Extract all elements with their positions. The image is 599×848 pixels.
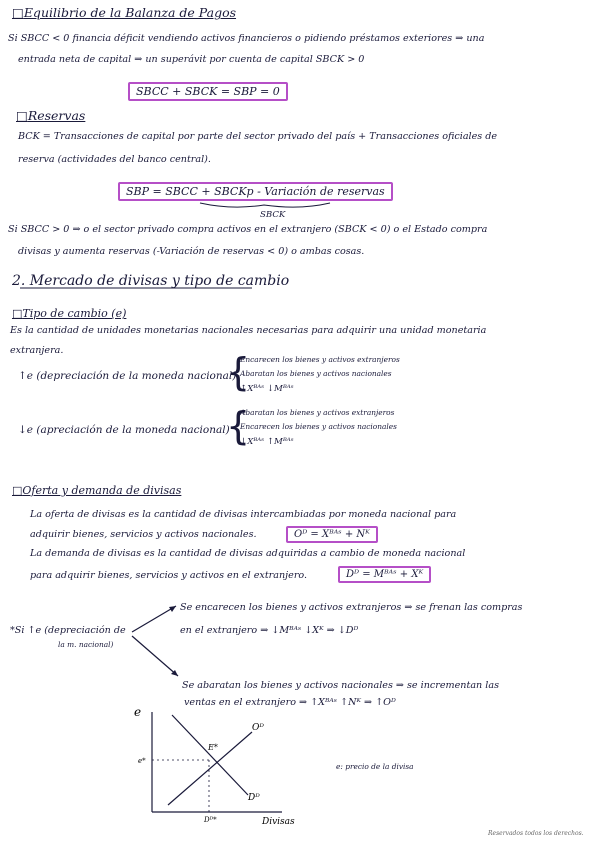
formula-box: Oᴰ = Xᴮᴬˢ + Nᴷ xyxy=(286,526,378,543)
text-line: adquirir bienes, servicios y activos nacionales. xyxy=(30,529,257,540)
text-line: Se abaratan los bienes y activos nacionales ⇒ se incrementan las xyxy=(182,680,500,691)
list-item: Abaratan los bienes y activos nacionales xyxy=(240,369,392,378)
price-note: e: precio de la divisa xyxy=(336,762,414,771)
subsection-heading-tipo-cambio: □Tipo de cambio (e) xyxy=(12,307,127,320)
text-line: ventas en el extranjero ⇒ ↑Xᴮᴬˢ ↑Nᴷ ⇒ ↑Oᴰ xyxy=(184,697,396,708)
checkbox-icon: □ xyxy=(12,484,23,497)
text-line: en el extranjero ⇒ ↓Mᴮᴬˢ ↓Xᴷ ⇒ ↓Dᴰ xyxy=(180,625,359,636)
supply-label: Oᴰ xyxy=(252,723,264,733)
brace-icon: { xyxy=(226,350,251,394)
text-line: entrada neta de capital ⇒ un superávit por cuenta de capital SBCK > 0 xyxy=(18,54,365,65)
demand-label: Dᴰ xyxy=(248,793,260,803)
text-line: Es la cantidad de unidades monetarias nacionales necesarias para adquirir una unidad monetaria xyxy=(10,325,487,336)
formula-box: SBP = SBCC + SBCKp - Variación de reservas xyxy=(118,182,393,201)
depreciation-label: ↑e (depreciación de la moneda nacional) xyxy=(18,370,237,382)
list-item: Encarecen los bienes y activos nacionales xyxy=(240,422,397,431)
text-line: para adquirir bienes, servicios y activos en el extranjero. xyxy=(30,570,308,581)
brace-label: SBCK xyxy=(260,210,286,220)
checkbox-icon: □ xyxy=(12,307,23,320)
text-line: Se encarecen los bienes y activos extranjeros ⇒ se frenan las compras xyxy=(180,602,523,613)
list-item: ↑Xᴮᴬˢ ↓Mᴮᴬˢ xyxy=(240,384,294,394)
text-line: Si SBCC < 0 financia déficit vendiendo activos financieros o pidiendo préstamos exteriores ⇒ una xyxy=(8,33,485,44)
text-line: BCK = Transacciones de capital por parte del sector privado del país + Transacciones oficiales de xyxy=(18,131,498,142)
section-heading-oferta-demanda: □Oferta y demanda de divisas xyxy=(12,484,182,497)
section-heading-balanza: □Equilibrio de la Balanza de Pagos xyxy=(12,5,237,20)
text-line: reserva (actividades del banco central). xyxy=(18,154,211,165)
checkbox-icon: □ xyxy=(16,108,28,123)
e-star-label: e* xyxy=(138,757,146,765)
footer-note: Reservados todos los derechos. xyxy=(488,830,584,837)
section-heading-reservas: □Reservas xyxy=(16,108,86,123)
list-item: Abaratan los bienes y activos extranjeros xyxy=(240,408,395,417)
checkbox-icon: □ xyxy=(12,5,24,20)
appreciation-label: ↓e (apreciación de la moneda nacional) xyxy=(18,424,230,436)
list-item: ↓Xᴮᴬˢ ↑Mᴮᴬˢ xyxy=(240,437,294,447)
y-axis-label: e xyxy=(134,705,142,719)
demand-curve xyxy=(172,715,248,795)
x-axis-label: Divisas xyxy=(262,817,295,827)
text-line: La oferta de divisas es la cantidad de divisas intercambiadas por moneda nacional para xyxy=(30,509,457,520)
text-line: Si SBCC > 0 ⇒ o el sector privado compra activos en el extranjero (SBCK < 0) o el Estado compra xyxy=(8,224,488,235)
d-star-label: Dᴰ* xyxy=(204,816,217,824)
text-line: La demanda de divisas es la cantidad de divisas adquiridas a cambio de moneda nacional xyxy=(30,548,466,559)
condition-label: *Si ↑e (depreciación de xyxy=(10,625,126,636)
section-heading-mercado: 2. Mercado de divisas y tipo de cambio xyxy=(12,273,290,289)
condition-label: la m. nacional) xyxy=(58,640,114,649)
text-line: divisas y aumenta reservas (-Variación de reservas < 0) o ambas cosas. xyxy=(18,246,365,257)
formula-box: SBCC + SBCK = SBP = 0 xyxy=(128,82,288,101)
list-item: Encarecen los bienes y activos extranjeros xyxy=(240,355,400,364)
brace-icon: { xyxy=(226,404,251,448)
equilibrium-label: E* xyxy=(208,743,218,752)
formula-box: Dᴰ = Mᴮᴬˢ + Xᴷ xyxy=(338,566,431,583)
text-line: extranjera. xyxy=(10,345,64,356)
